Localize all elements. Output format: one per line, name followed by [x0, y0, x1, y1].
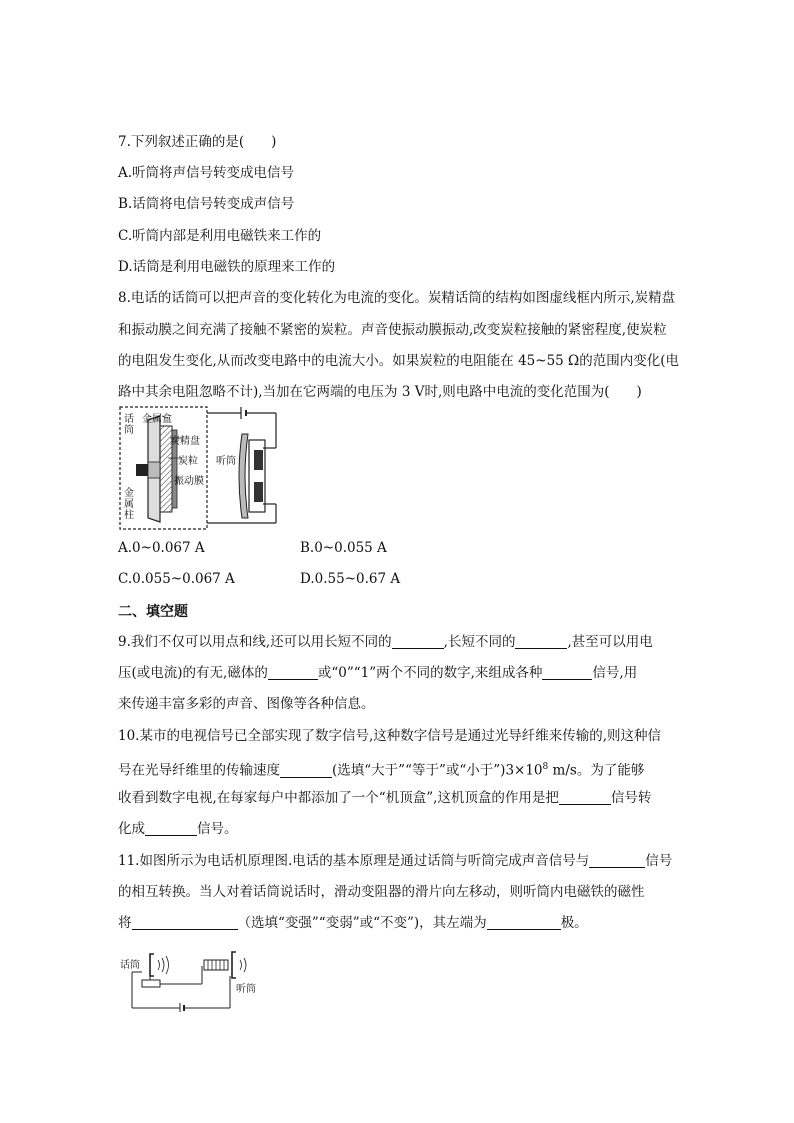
- label-mic: 话筒: [124, 414, 134, 436]
- q9-text-5: 或“0”“1”两个不同的数字,来组成各种: [317, 665, 543, 681]
- section-heading: 二、填空题: [118, 604, 188, 620]
- q11-blank-1[interactable]: [589, 853, 645, 868]
- q10-text-4: 收看到数字电视,在每家每户中都添加了一个“机顶盒”,这机顶盒的作用是把: [118, 790, 559, 806]
- q10-line4: [118, 820, 238, 838]
- q9-blank-1[interactable]: [392, 634, 444, 649]
- label-receiver-2: 听筒: [236, 984, 256, 995]
- label-mic-2: 话筒: [120, 960, 140, 971]
- q7-option-c: C.听筒内部是利用电磁铁来工作的: [118, 228, 322, 244]
- q8-line2: 和振动膜之间充满了接触不紧密的炭粒。声音使振动膜振动,改变炭粒接触的紧密程度,使炭粒: [118, 322, 667, 338]
- q10-blank-3[interactable]: [145, 821, 197, 836]
- q9-line2: [118, 664, 637, 682]
- q10-exponent: 8: [542, 762, 549, 772]
- q9-text-4: 压(或电流)的有无,磁体的: [118, 665, 268, 681]
- label-metal-post: 金属柱: [124, 488, 134, 521]
- q9-blank-4[interactable]: [542, 665, 592, 680]
- q10-text-2: 号在光导纤维里的传输速度: [118, 762, 280, 779]
- q11-blank-2[interactable]: [132, 915, 238, 930]
- q9-blank-2[interactable]: [515, 634, 567, 649]
- q11-blank-3[interactable]: [487, 915, 561, 930]
- q9-text-1: 9.我们不仅可以用点和线,还可以用长短不同的: [118, 634, 392, 650]
- q7-stem: 7.下列叙述正确的是( ): [118, 134, 277, 150]
- q9-text-3: ,甚至可以用电: [567, 634, 653, 650]
- q10-line3: [118, 789, 651, 807]
- label-metal-box: 金属盒: [142, 414, 172, 425]
- label-receiver: 听筒: [216, 456, 236, 467]
- q9-blank-3[interactable]: [268, 665, 318, 680]
- q8-line1: 8.电话的话筒可以把声音的变化转化为电流的变化。炭精话筒的结构如图虚线框内所示,炭精盘: [118, 290, 676, 306]
- q7-option-b: B.话筒将电信号转变成声信号: [118, 196, 295, 212]
- q9-text-2: ,长短不同的: [443, 634, 516, 650]
- carbon-microphone-figure: [118, 404, 293, 532]
- label-carbon-disk: 炭精盘: [170, 436, 200, 447]
- label-diaphragm: 振动膜: [174, 476, 204, 487]
- q8-option-b: B.0~0.055 A: [300, 540, 387, 556]
- q10-text-3: (选填“大于”“等于”或“小于”)3×10: [332, 762, 543, 779]
- q9-line1: [118, 633, 653, 651]
- q8-option-c: C.0.055~0.067 A: [118, 571, 235, 587]
- q8-option-a: A.0~0.067 A: [118, 540, 205, 556]
- q10-text-7: 信号。: [197, 821, 238, 837]
- q11-line3: [118, 914, 588, 932]
- q11-text-5: （选填“变强”“变弱”或“不变”)，其左端为: [237, 915, 487, 931]
- q11-text-4: 将: [118, 915, 132, 931]
- q9-text-6: 信号,用: [592, 665, 638, 681]
- q11-text-1: 11.如图所示为电话机原理图.电话的基本原理是通过话筒与听筒完成声音信号与: [118, 853, 590, 869]
- q10-text-6: 化成: [118, 821, 145, 837]
- q8-option-d: D.0.55~0.67 A: [300, 571, 401, 587]
- q10-unit: m/s。为了能够: [548, 762, 645, 779]
- q10-line1: 10.某市的电视信号已全部实现了数字信号,这种数字信号是通过光导纤维来传输的,则这种信: [118, 728, 662, 744]
- q8-line3: 的电阻发生变化,从而改变电路中的电流大小。如果炭粒的电阻能在 45~55 Ω的范围内变化(电: [118, 353, 680, 369]
- q9-line3: 来传递丰富多彩的声音、图像等各种信息。: [118, 696, 375, 712]
- q11-line1: [118, 852, 672, 870]
- q8-line4: 路中其余电阻忽略不计),当加在它两端的电压为 3 V时,则电路中电流的变化范围为( ): [118, 384, 642, 400]
- q7-option-a: A.听筒将声信号转变成电信号: [118, 165, 295, 181]
- q10-blank-2[interactable]: [559, 790, 611, 805]
- q10-text-5: 信号转: [610, 790, 652, 806]
- q10-blank-1[interactable]: [280, 763, 332, 778]
- q7-option-d: D.话筒是利用电磁铁的原理来工作的: [118, 259, 336, 275]
- q10-line2: [118, 758, 644, 780]
- q11-text-2: 信号: [645, 853, 673, 869]
- q11-text-6: 极。: [560, 915, 588, 931]
- label-carbon-grain: 炭粒: [178, 456, 198, 467]
- q11-line2: 的相互转换。当人对着话筒说话时，滑动变阻器的滑片向左移动，则听筒内电磁铁的磁性: [118, 884, 645, 900]
- telephone-circuit-figure: [120, 948, 270, 1012]
